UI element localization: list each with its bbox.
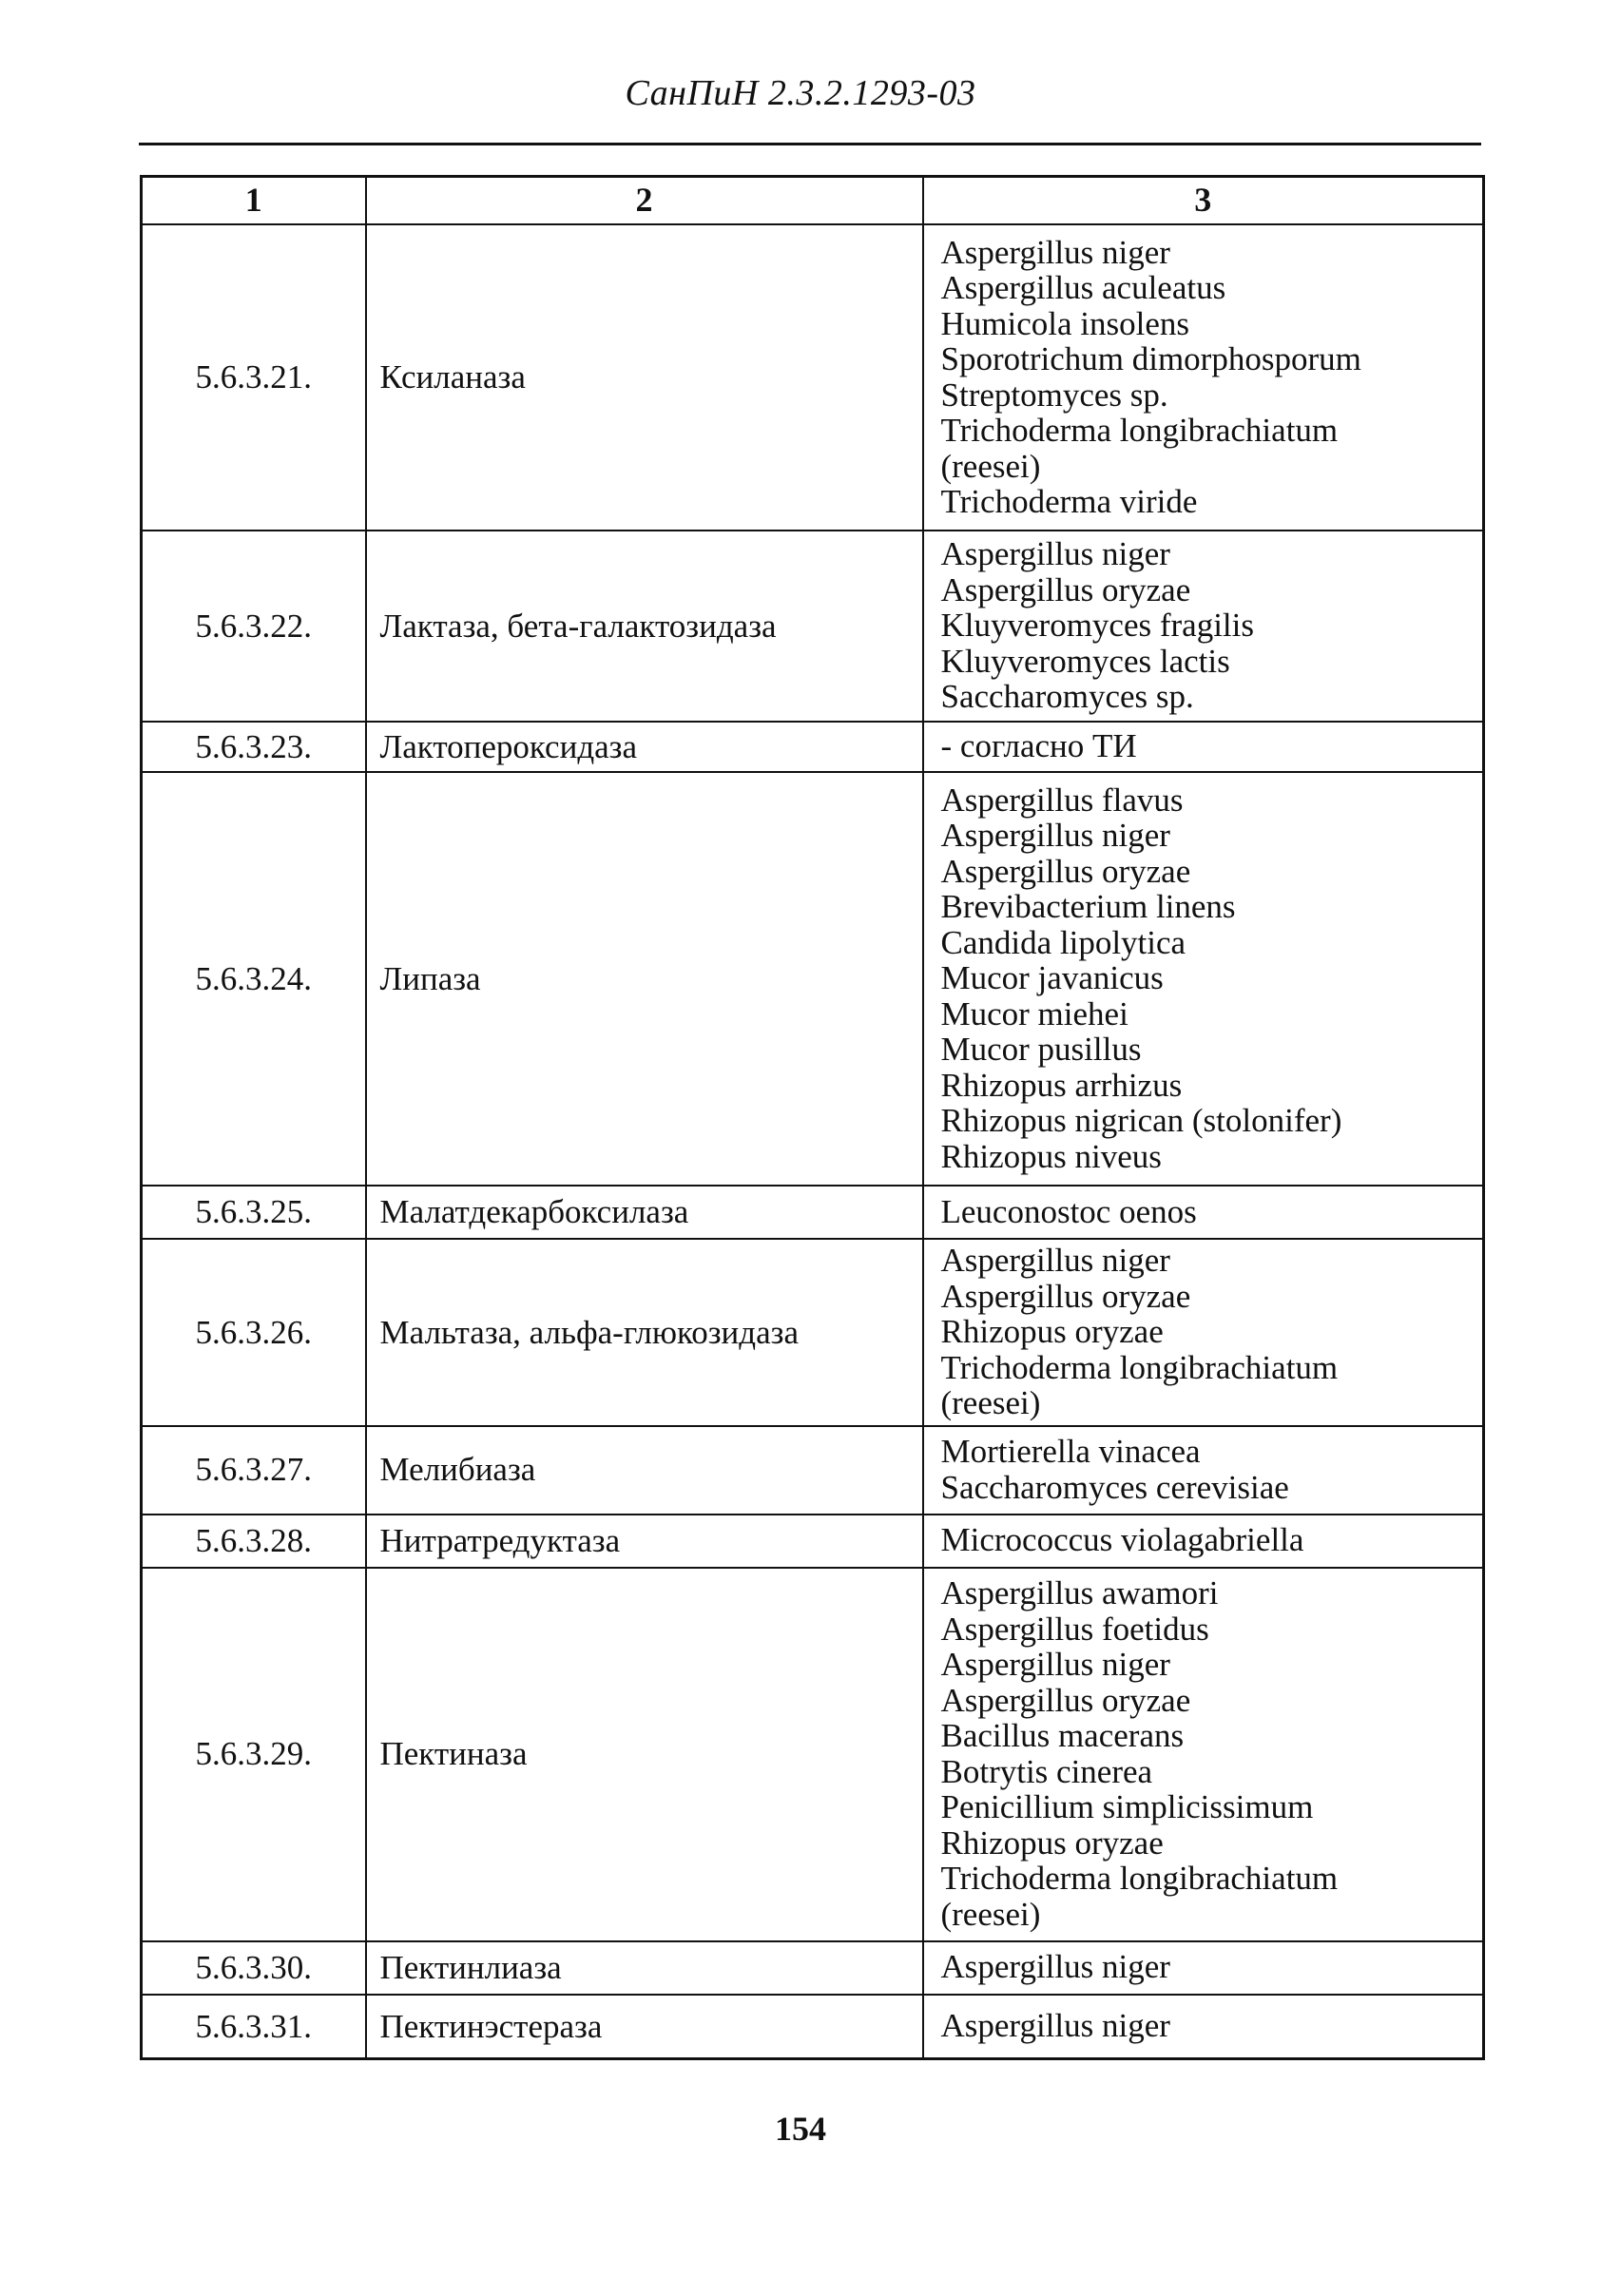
- enzyme-name: Мальтаза, альфа-глюкозидаза: [366, 1239, 923, 1426]
- table-row: [142, 1995, 1484, 2059]
- page-header-title: СанПиН 2.3.2.1293-03: [625, 73, 976, 113]
- producer-organisms: [923, 1995, 1484, 2059]
- table-row: [142, 1426, 1484, 1515]
- organism-item: Mucor pusillus: [940, 1031, 1142, 1069]
- table-row: [142, 1568, 1484, 1941]
- row-number: 5.6.3.21.: [142, 224, 366, 531]
- organism-item: Aspergillus oryzae: [940, 1681, 1191, 1719]
- organism-item: (reesei): [940, 1895, 1041, 1933]
- organism-item: Aspergillus flavus: [940, 781, 1184, 819]
- enzyme-name: Пектиназа: [366, 1568, 923, 1941]
- table-header-row: [142, 177, 1484, 225]
- enzyme-table: [140, 175, 1485, 2060]
- table-row: [142, 224, 1484, 531]
- organism-item: Aspergillus oryzae: [940, 570, 1191, 608]
- table-row: [142, 1186, 1484, 1239]
- table-row: [142, 772, 1484, 1186]
- organism-item: - согласно ТИ: [940, 727, 1137, 765]
- producer-organisms: [923, 1239, 1484, 1426]
- header-divider: [139, 143, 1481, 145]
- table-row: [142, 1239, 1484, 1426]
- organism-item: Aspergillus niger: [940, 233, 1170, 271]
- organism-item: Humicola insolens: [940, 304, 1189, 342]
- column-header-3: 3: [923, 177, 1484, 225]
- row-number: 5.6.3.26.: [142, 1239, 366, 1426]
- column-header-2: 2: [366, 177, 923, 225]
- page-number: 154: [775, 2110, 826, 2148]
- producer-organisms: [923, 1515, 1484, 1568]
- organism-item: Trichoderma longibrachiatum: [940, 412, 1339, 449]
- organism-item: Aspergillus foetidus: [940, 1610, 1209, 1648]
- organism-item: Saccharomyces cerevisiae: [940, 1468, 1289, 1506]
- organism-item: Rhizopus arrhizus: [940, 1066, 1183, 1104]
- organism-item: Mortierella vinacea: [940, 1433, 1201, 1470]
- producer-organisms: [923, 1186, 1484, 1239]
- organism-item: Aspergillus niger: [940, 1242, 1170, 1279]
- organism-item: Mucor javanicus: [940, 959, 1164, 997]
- organism-item: Saccharomyces sp.: [940, 678, 1194, 716]
- table-row: [142, 1515, 1484, 1568]
- organism-item: Aspergillus oryzae: [940, 852, 1191, 890]
- organism-item: Aspergillus oryzae: [940, 1277, 1191, 1315]
- organism-item: (reesei): [940, 1384, 1041, 1421]
- column-header-1: 1: [142, 177, 366, 225]
- organism-item: Rhizopus oryzae: [940, 1313, 1164, 1350]
- enzyme-name: Нитратредуктаза: [366, 1515, 923, 1568]
- producer-organisms: [923, 722, 1484, 772]
- organism-item: Kluyveromyces fragilis: [940, 607, 1254, 645]
- row-number: 5.6.3.30.: [142, 1941, 366, 1995]
- enzyme-name: Лактопероксидаза: [366, 722, 923, 772]
- enzyme-name: Пектинэстераза: [366, 1995, 923, 2059]
- organism-item: Rhizopus niveus: [940, 1137, 1162, 1175]
- organism-item: Micrococcus violagabriella: [940, 1521, 1304, 1559]
- organism-item: Bacillus macerans: [940, 1717, 1185, 1754]
- organism-item: (reesei): [940, 447, 1041, 485]
- table-row: [142, 722, 1484, 772]
- organism-item: Trichoderma longibrachiatum: [940, 1348, 1339, 1386]
- enzyme-name: Лактаза, бета-галактозидаза: [366, 531, 923, 722]
- organism-item: Aspergillus aculeatus: [940, 269, 1226, 306]
- row-number: 5.6.3.24.: [142, 772, 366, 1186]
- organism-item: Streptomyces sp.: [940, 376, 1168, 414]
- row-number: 5.6.3.25.: [142, 1186, 366, 1239]
- enzyme-name: Малатдекарбоксилаза: [366, 1186, 923, 1239]
- organism-item: Aspergillus niger: [940, 817, 1170, 855]
- organism-item: Candida lipolytica: [940, 923, 1186, 961]
- organism-item: Aspergillus niger: [940, 1646, 1170, 1683]
- row-number: 5.6.3.22.: [142, 531, 366, 722]
- organism-item: Penicillium simplicissimum: [940, 1788, 1314, 1825]
- row-number: 5.6.3.27.: [142, 1426, 366, 1515]
- organism-item: Botrytis cinerea: [940, 1752, 1153, 1790]
- organism-item: Trichoderma longibrachiatum: [940, 1860, 1339, 1897]
- enzyme-name: Липаза: [366, 772, 923, 1186]
- row-number: 5.6.3.29.: [142, 1568, 366, 1941]
- organism-item: Rhizopus nigrican (stolonifer): [940, 1102, 1342, 1140]
- organism-item: Sporotrichum dimorphosporum: [940, 340, 1361, 377]
- table-row: [142, 1941, 1484, 1995]
- producer-organisms: [923, 772, 1484, 1186]
- producer-organisms: [923, 224, 1484, 531]
- organism-item: Rhizopus oryzae: [940, 1823, 1164, 1862]
- row-number: 5.6.3.28.: [142, 1515, 366, 1568]
- row-number: 5.6.3.23.: [142, 722, 366, 772]
- organism-item: Leuconostoc oenos: [940, 1192, 1197, 1230]
- row-number: 5.6.3.31.: [142, 1995, 366, 2059]
- producer-organisms: [923, 531, 1484, 722]
- enzyme-name: Пектинлиаза: [366, 1941, 923, 1995]
- table-row: [142, 531, 1484, 722]
- producer-organisms: [923, 1941, 1484, 1995]
- organism-item: Kluyveromyces lactis: [940, 642, 1230, 680]
- organism-item: Brevibacterium linens: [940, 888, 1236, 926]
- organism-item: Aspergillus niger: [940, 2007, 1170, 2044]
- organism-item: Mucor miehei: [940, 994, 1128, 1032]
- organism-item: Aspergillus niger: [940, 1948, 1170, 1986]
- organism-item: Aspergillus awamori: [940, 1574, 1219, 1611]
- producer-organisms: [923, 1568, 1484, 1941]
- organism-item: Trichoderma viride: [940, 483, 1198, 520]
- enzyme-name: Мелибиаза: [366, 1426, 923, 1515]
- enzyme-name: Ксиланаза: [366, 224, 923, 531]
- producer-organisms: [923, 1426, 1484, 1515]
- table-body: [142, 224, 1484, 2059]
- organism-item: Aspergillus niger: [940, 535, 1170, 573]
